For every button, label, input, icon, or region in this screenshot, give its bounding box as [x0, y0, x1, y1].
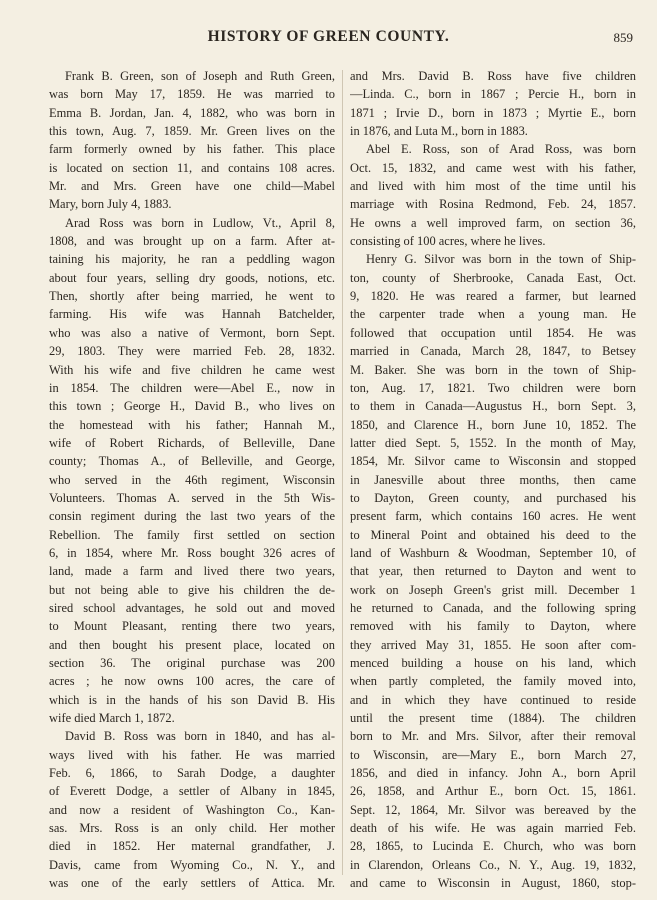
text-line: until the present time (1884). The children [350, 711, 636, 726]
text-line: when partly completed, the family moved into, [350, 674, 636, 689]
right-column [350, 67, 636, 892]
text-line: Rebellion. The family first settled on section [49, 527, 335, 542]
text-line: and now a resident of Washington Co., Kan- [49, 802, 335, 817]
text-line: Arad Ross was born in Ludlow, Vt., April 8, [65, 215, 335, 230]
text-line: —Linda. C., born in 1867 ; Percie H., born in [350, 87, 636, 102]
text-line: 1850, and Clarence H., born June 10, 1852. The [350, 417, 636, 432]
text-line: they arrived May 31, 1855. He soon after com- [350, 637, 636, 652]
text-line: this town ; George H., David B., who lives on [49, 399, 335, 414]
text-line: to Mount Pleasant, renting there two years, [49, 619, 335, 634]
text-line: Sept. 12, 1864, Mr. Silvor was bereaved by the [350, 802, 636, 817]
page-header [0, 28, 657, 52]
text-line: Then, shortly after being married, he went to [49, 289, 335, 304]
text-line: ways lived with his father. He was married [49, 747, 335, 762]
text-line: and then bought his present place, located on [49, 637, 335, 652]
text-line: latter died Sept. 5, 1552. In the month of May, [350, 435, 636, 450]
text-line: Emma B. Jordan, Jan. 4, 1882, who was born in [49, 105, 335, 120]
text-line: sas. Mrs. Ross is an only child. Her mother [49, 821, 335, 836]
text-line: present farm, which contains 160 acres. He went [350, 509, 636, 524]
text-line: in Janesville about three months, then came [350, 472, 636, 487]
text-line: M. Baker. She was born in the town of Ship- [350, 362, 636, 377]
text-line: wife of Robert Richards, of Belleville, Dane [49, 435, 335, 450]
text-line: was born May 17, 1859. He was married to [49, 87, 335, 102]
text-line: Frank B. Green, son of Joseph and Ruth Green, [65, 69, 335, 83]
text-line: 26, 1858, and Arthur E., born Oct. 15, 1861. [350, 784, 636, 799]
text-line: acres ; he now owns 100 acres, the care of [49, 674, 335, 689]
text-line: died in 1852. Her maternal grandfather, J. [49, 839, 335, 854]
text-line: in 1854. The children were—Abel E., now in [49, 380, 335, 395]
text-line: 1808, and was brought up on a farm. After at- [49, 234, 335, 249]
text-line: born to Mr. and Mrs. Silvor, after their removal [350, 729, 636, 744]
text-line: marriage with Rosina Redmond, Feb. 24, 1857. [350, 197, 636, 212]
text-line: land of Washburn & Woodman, September 10, of [350, 545, 636, 560]
text-line: section 36. The original purchase was 200 [49, 656, 335, 670]
text-line: ton, county of Sherbrooke, Canada East, Oct. [350, 270, 636, 285]
text-line: the homestead with his father; Hannah M., [49, 417, 335, 432]
text-line: he returned to Canada, and the following spring [350, 600, 636, 615]
text-line: 6, in 1854, where Mr. Ross bought 326 acres of [49, 545, 335, 560]
text-line: followed that occupation until 1854. He was [350, 325, 636, 340]
text-line: and came to Wisconsin in August, 1860, stop- [350, 876, 636, 891]
text-line: was one of the early settlers of Attica. Mr. [49, 876, 335, 891]
text-line: wife died March 1, 1872. [49, 711, 175, 726]
text-line: Henry G. Silvor was born in the town of Ship- [366, 252, 636, 267]
text-line: Volunteers. Thomas A. served in the 5th Wis- [49, 490, 335, 505]
text-line: Mary, born July 4, 1883. [49, 197, 172, 212]
text-line: menced building a house on his land, which [350, 656, 636, 670]
text-line: David B. Ross was born in 1840, and has al- [65, 729, 335, 744]
text-line: 1871 ; Irvie D., born in 1873 ; Myrtie E., born [350, 105, 636, 120]
left-column [49, 67, 335, 892]
text-line: taining his majority, he ran a peddling wagon [49, 252, 335, 267]
text-line: but not being able to give his children the de- [49, 582, 335, 597]
text-line: consin regiment during the last two years of the [49, 509, 335, 524]
text-line: which is in the hands of his son David B. His [49, 692, 335, 707]
text-line: to Wisconsin, are—Mary E., born March 27, [350, 747, 636, 762]
page-number: 859 [613, 30, 633, 45]
text-line: of Everett Dodge, a settler of Albany in 1845, [49, 784, 335, 799]
text-line: that year, then returned to Dayton and went to [350, 564, 636, 579]
text-line: death of his wife. He was again married Feb. [350, 821, 636, 836]
text-line: farming. His wife was Hannah Batchelder, [49, 307, 335, 322]
text-line: ton, Aug. 17, 1821. Two children were born [350, 380, 636, 395]
running-title: HISTORY OF GREEN COUNTY. [207, 28, 450, 45]
text-line: is located on section 11, and contains 108 acres. [49, 160, 335, 175]
text-line: this town, Aug. 7, 1859. Mr. Green lives on the [49, 124, 335, 139]
text-line: and in which they have continued to reside [350, 692, 636, 707]
text-line: With his wife and five children he came west [49, 362, 335, 377]
text-line: 28, 1865, to Lucinda E. Church, who was born [350, 839, 636, 854]
text-line: to Dayton, Green county, and purchased his [350, 490, 636, 505]
text-line: work on Joseph Green's grist mill. December 1 [350, 582, 636, 597]
text-line: in Clarendon, Orleans Co., N. Y., Aug. 19, 1832, [350, 857, 636, 872]
text-line: 1856, and died in infancy. John A., born April [350, 766, 636, 781]
text-line: the carpenter trade when a young man. He [350, 307, 636, 322]
text-line: and Mrs. David B. Ross have five children [350, 69, 636, 83]
text-line: Abel E. Ross, son of Arad Ross, was born [366, 142, 636, 157]
text-line: 9, 1820. He was reared a farmer, but learned [350, 289, 636, 304]
text-line: who served in the 46th regiment, Wisconsin [49, 472, 335, 487]
text-line: Feb. 6, 1866, to Sarah Dodge, a daughter [49, 766, 335, 781]
text-line: land, made a farm and lived there two years, [49, 564, 335, 579]
text-line: sired school advantages, he sold out and moved [49, 600, 335, 615]
text-line: Oct. 15, 1832, and came west with his father, [350, 160, 636, 175]
text-line: married in Canada, March 28, 1847, to Betsey [350, 344, 636, 359]
text-line: Mr. and Mrs. Green have one child—Mabel [49, 179, 335, 194]
text-line: 29, 1803. They were married Feb. 28, 1832. [49, 344, 335, 359]
text-line: about four years, selling dry goods, notions, etc. [49, 270, 335, 285]
text-line: and lived with him most of the time until his [350, 179, 636, 194]
text-line: to them in Canada—Augustus H., born Sept. 3, [350, 399, 636, 414]
text-line: Davis, came from Wyoming Co., N. Y., and [49, 857, 335, 872]
text-line: removed with his family to Dayton, where [350, 619, 636, 634]
text-line: He owns a well improved farm, on section 36, [350, 215, 636, 230]
text-line: who was also a native of Vermont, born Sept. [49, 325, 335, 340]
text-line: to Mineral Point and obtained his deed to the [350, 527, 636, 542]
text-line: in 1876, and Luta M., born in 1883. [350, 124, 528, 139]
text-line: farm formerly owned by his father. This place [49, 142, 335, 157]
text-line: county; Thomas A., of Belleville, and George, [49, 454, 335, 469]
column-divider [342, 70, 343, 875]
text-line: 1854, Mr. Silvor came to Wisconsin and stopped [350, 454, 636, 469]
text-line: consisting of 100 acres, where he lives. [350, 234, 546, 249]
